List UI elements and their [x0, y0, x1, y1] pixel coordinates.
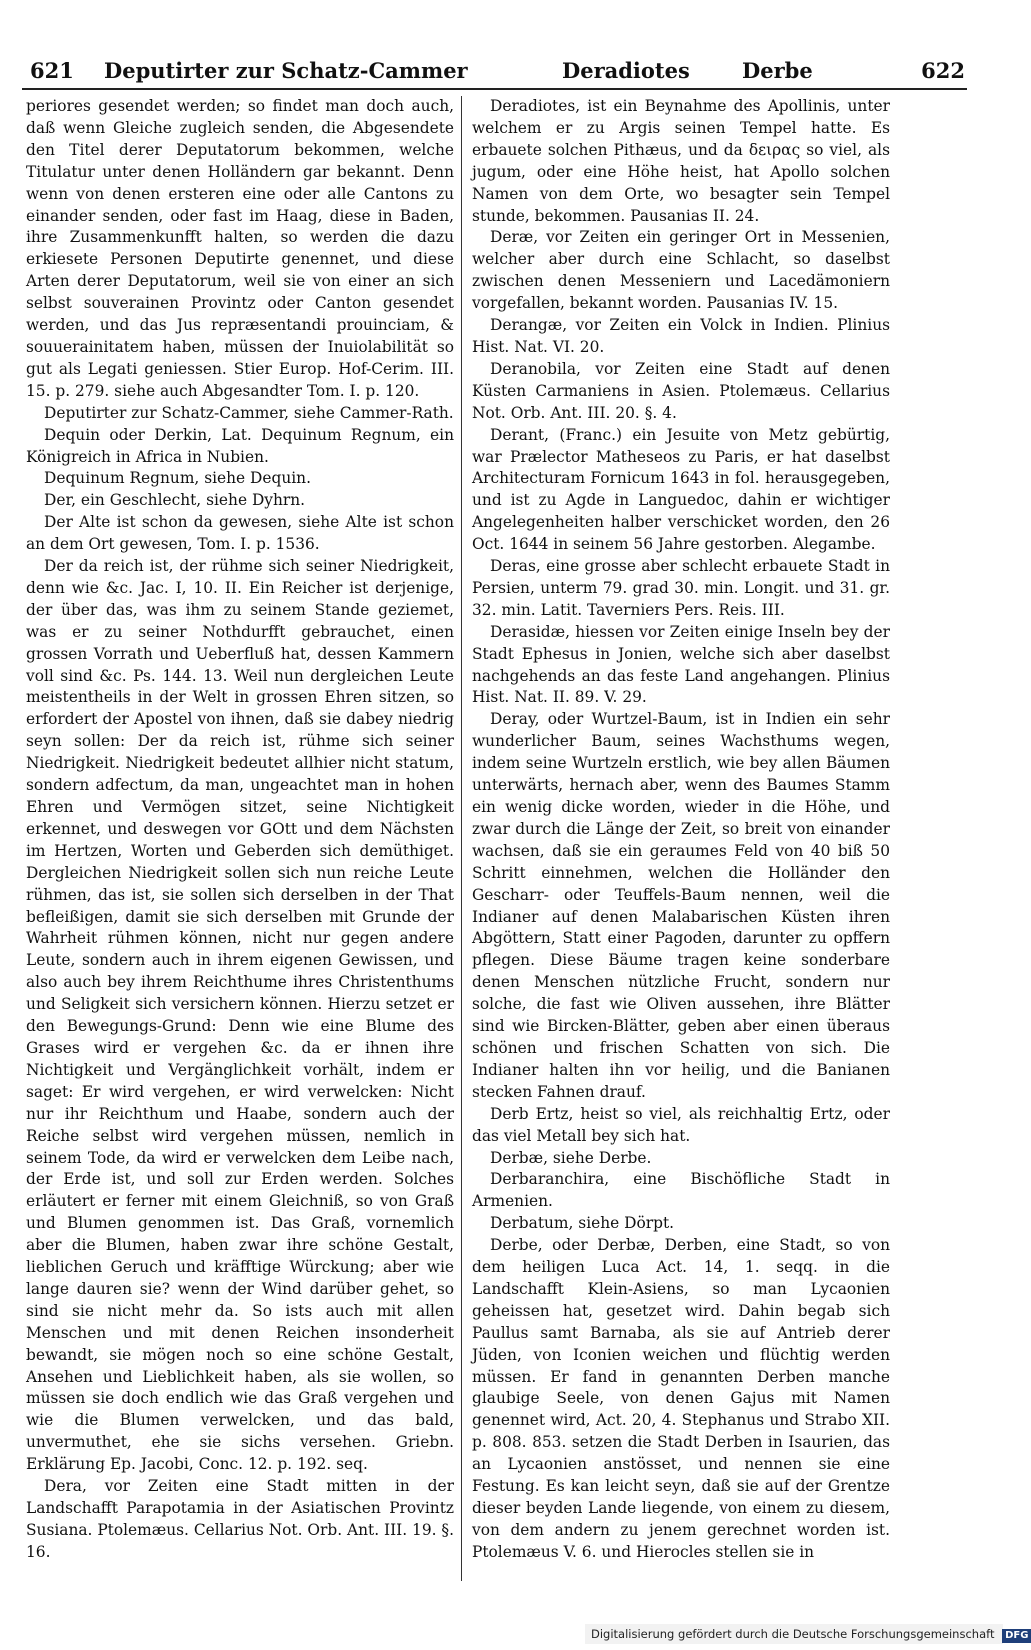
left-column: [26, 96, 454, 1596]
running-header: [22, 58, 967, 88]
entry-text: Dequinum Regnum, siehe Dequin.: [44, 469, 311, 488]
page-number-left: 621: [30, 58, 74, 83]
entry-text: Dequin oder Derkin, Lat. Dequinum Regnum, ein Königreich in Africa in Nubien.: [26, 425, 454, 466]
entry-text: Deras, eine grosse aber schlecht erbauete Stadt in Persien, unterm 79. grad 30. min. Longit. und 31. gr. 32. min. Latit. Taverniers Pers. Reis. III.: [472, 557, 890, 619]
entry-text: Derbæ, siehe Derbe.: [490, 1148, 652, 1167]
entry-text: Derb Ertz, heist so viel, als reichhaltig Ertz, oder das viel Metall bey sich hat.: [472, 1104, 890, 1145]
entry-text: Deputirter zur Schatz-Cammer, siehe Cammer-Rath.: [44, 403, 454, 422]
page-number-right: 622: [921, 58, 965, 83]
entry-text: Der, ein Geschlecht, siehe Dyhrn.: [44, 491, 306, 510]
entry-text: Der da reich ist, der rühme sich seiner Niedrigkeit, denn wie &c. Jac. I, 10. II. Ein Reicher ist derjenige, der über das, was ihm zu seinem Stande geziemet, was er zu seiner Nothdurfft gebrauchet, einen grossen Vorrath und Ueberfluß hat, dessen Kammern voll sind &c. Ps. 144. 13. Weil nun dergleichen Leute meistentheils in der Welt in grossen Ehren sitzen, so erfordert der Apostel von ihnen, daß sie dabey niedrig seyn sollen: Der da reich ist, rühme sich seiner Niedrigkeit. Niedrigkeit bedeutet allhier nicht statum, sondern adfectum, da man, ungeachtet man in hohen Ehren und Vermögen sitzet, seine Nichtigkeit erkennet, und deswegen vor GOtt und dem Nächsten im Hertzen, Worten und Geberden sich demüthiget. Dergleichen Niedrigkeit sollen sich nun reiche Leute rühmen, das ist, sie sollen sich derselben in der That befleißigen, damit sie sich derselben mit Grunde der Wahrheit rühmen können, nicht nur gegen andere Leute, sondern auch in ihrem eigenen Gewissen, und also auch bey ihrem Reichthume ihres Christenthums und Seligkeit sich versichern können. Hierzu setzet er den Bewegungs-Grund: Denn wie eine Blume des Grases wird er vergehen &c. da er ihnen ihre Nichtigkeit und Vergänglichkeit vorhält, indem er saget: Er wird vergehen, er wird verwelcken: Nicht nur ihr Reichthum und Haabe, sondern auch der Reiche selbst wird vergehen müssen, nemlich in seinem Tode, da wird er verwelcken dem Leibe nach, der Erde ist, und soll zur Erden werden. Solches erläutert er ferner mit einem Gleichniß, so von Graß und Blumen genommen ist. Das Graß, vornemlich aber die Blumen, haben zwar ihre schöne Gestalt, lieblichen Geruch und kräfftige Würckung; aber wie lange dauren sie? wenn der Wind darüber gehet, so sind sie nicht mehr da. So ists auch mit allen Menschen und mit denen Reichen insonderheit bewandt, sie mögen noch so eine schöne Gestalt, Ansehen und Lieblichkeit haben, als sie wollen, so müssen sie doch endlich wie das Graß vergehen und wie die Blumen verwelcken, und das bald, unvermuthet, ehe sie sichs versehen. Griebn. Erklärung Ep. Jacobi, Conc. 12. p. 192. seq.: [26, 557, 454, 1474]
entry-text: Deræ, vor Zeiten ein geringer Ort in Messenien, welcher aber durch eine Schlacht, so daselbst zwischen denen Messeniern und Lacedämoniern vorgefallen, bekannt worden. Pausanias IV. 15.: [472, 228, 890, 313]
entry-text: Derasidæ, hiessen vor Zeiten einige Inseln bey der Stadt Ephesus in Jonien, welche sich aber daselbst nachgehends an das feste Land angehangen. Plinius Hist. Nat. II. 89. V. 29.: [472, 622, 890, 707]
entry-text: Derant, (Franc.) ein Jesuite von Metz gebürtig, war Prælector Matheseos zu Paris, er hat daselbst Architecturam Fornicum 1643 in fol. herausgegeben, und ist zu Agde in Languedoc, dahin er wichtiger Angelegenheiten halber verschicket worden, den 26 Oct. 1644 in seinem 56 Jahre gestorben. Alegambe.: [472, 425, 890, 554]
entry-text: Deranobila, vor Zeiten eine Stadt auf denen Küsten Carmaniens in Asien. Ptolemæus. Cellarius Not. Orb. Ant. III. 20. §. 4.: [472, 359, 890, 422]
entry-text: Deradiotes, ist ein Beynahme des Apollinis, unter welchem er zu Argis seinen Tempel hatte. Es erbauete solchen Pithæus, und da δειρας so viel, als jugum, oder eine Höhe heist, hat Apollo solchen Namen von dem Orte, wo besagter sein Tempel stunde, bekommen. Pausanias II. 24.: [472, 97, 890, 225]
headword-left: Deputirter zur Schatz-Cammer: [104, 58, 468, 83]
header-rule: [22, 88, 967, 90]
entry-text: Derbaranchira, eine Bischöfliche Stadt in Armenien.: [472, 1170, 890, 1211]
entry-text: Derangæ, vor Zeiten ein Volck in Indien. Plinius Hist. Nat. VI. 20.: [472, 316, 890, 356]
entry-text: Derbe, oder Derbæ, Derben, eine Stadt, so von dem heiligen Luca Act. 14, 1. seqq. in die Landschafft Klein-Asiens, so man Lycaonien geheissen hat, gesetzet wird. Dahin begab sich Paullus samt Barnaba, als sie auf Antrieb derer Jüden, von Iconien weichen und flüchtig werden müssen. Er fand in genannten Derben manche glaubige Seele, von denen Gajus mit Namen genennet wird, Act. 20, 4. Stephanus und Strabo XII. p. 808. 853. setzen die Stadt Derben in Isaurien, das an Lycaonien anstösset, und nennen sie eine Festung. Es kan leicht seyn, daß sie auf der Grentze dieser beyden Lande liegende, von einem zu diesem, von dem andern zu jenem gerechnet worden ist. Ptolemæus V. 6. und Hierocles stellen sie in: [472, 1236, 890, 1561]
digitization-credit: [585, 1624, 1029, 1644]
credit-text: Digitalisierung gefördert durch die Deutsche Forschungsgemeinschaft: [591, 1627, 995, 1641]
entry-text: Der Alte ist schon da gewesen, siehe Alte ist schon an dem Ort gewesen, Tom. I. p. 1536.: [26, 513, 454, 554]
entry-text: Dera, vor Zeiten eine Stadt mitten in der Landschafft Parapotamia in der Asiatischen Provintz Susiana. Ptolemæus. Cellarius Not. Orb. Ant. III. 19. §. 16.: [26, 1477, 454, 1561]
entry-text: periores gesendet werden; so findet man doch auch, daß wenn Gleiche zugleich senden, die Abgesendete den Titel derer Deputatorum bekommen, welche Titulatur unter denen Holländern gar bekannt. Denn wenn von denen ersteren eine oder alle Cantons zu einander senden, oder fast im Haag, diese in Baden, ihre Zusammenkunfft halten, so werden die dazu erkiesete Personen Deputirte genennet, und diese Arten derer Deputatorum, weil sie von einer an sich selbst souverainen Provintz oder Canton gesendet werden, und das Jus repræsentandi prouinciam, & souuerainitatem haben, müssen der Inuiolabilität so gut als Legati geniessen. Stier Europ. Hof-Cerim. III. 15. p. 279. siehe auch Abgesandter Tom. I. p. 120.: [26, 97, 454, 400]
right-column: [472, 96, 890, 1596]
column-divider: [461, 96, 462, 1581]
entry-text: Derbatum, siehe Dörpt.: [490, 1214, 675, 1233]
headword-middle: Deradiotes: [562, 58, 690, 83]
entry-text: Deray, oder Wurtzel-Baum, ist in Indien ein sehr wunderlicher Baum, seines Wachsthums wegen, indem seine Wurtzeln erstlich, wie bey allen Bäumen unterwärts, hernach aber, wenn des Baumes Stamm ein wenig dicke worden, wieder in die Höhe, und zwar durch die Länge der Zeit, so breit von einander wachsen, daß sie ein geraumes Feld von 40 biß 50 Schritt einnehmen, welchen die Holländer den Gescharr- oder Teuffels-Baum nennen, weil die Indianer auf denen Malabarischen Küsten ihren Abgöttern, Statt einer Pagoden, darunter zu opffern pflegen. Diese Bäume tragen keine sonderbare denen Menschen nützliche Frucht, sondern nur solche, die fast wie Oliven aussehen, ihre Blätter sind wie Bircken-Blätter, geben aber einen überaus schönen und frischen Schatten von sich. Die Indianer halten ihn vor heilig, und die Banianen stecken Fahnen drauf.: [472, 710, 890, 1101]
dfg-logo: DFG: [1002, 1629, 1031, 1643]
headword-right: Derbe: [742, 58, 813, 83]
